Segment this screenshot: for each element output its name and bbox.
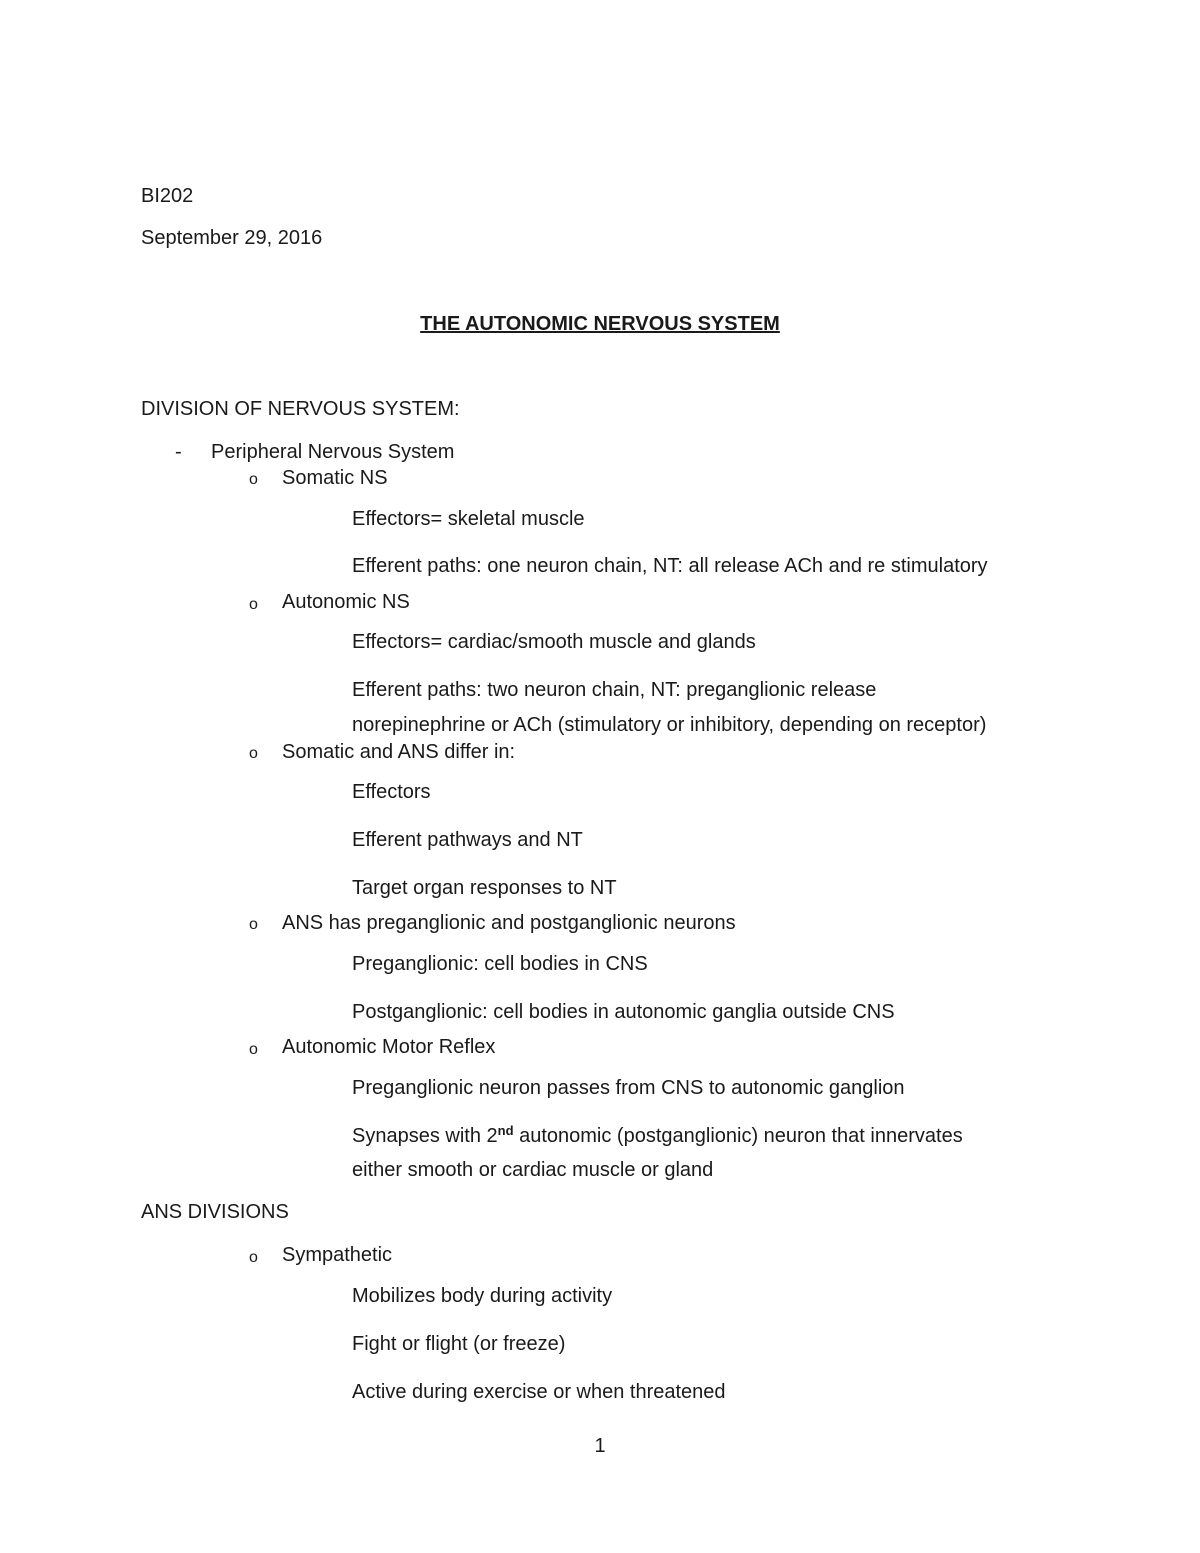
page-number: 1 [594,1435,606,1457]
neurons-pre: Preganglionic: cell bodies in CNS [352,953,648,975]
sympathetic-item: Fight or flight (or freeze) [352,1333,566,1355]
sympathetic-item: Active during exercise or when threatened [352,1381,726,1403]
circle-bullet: o [249,745,258,762]
reflex-line2-start: Synapses with 2 [352,1125,498,1147]
reflex-line3: either smooth or cardiac muscle or gland [352,1159,714,1181]
reflex-line2 [352,1124,963,1148]
reflex-line2-end: autonomic (postganglionic) neuron that innervates [513,1125,963,1147]
section-heading-ans-divisions: ANS DIVISIONS [141,1201,289,1223]
autonomic-paths-line1: Efferent paths: two neuron chain, NT: preganglionic release [352,679,877,701]
somatic-effectors: Effectors= skeletal muscle [352,508,585,530]
superscript-ordinal: nd [497,1123,514,1138]
document-date: September 29, 2016 [141,227,323,249]
differ-item: Target organ responses to NT [352,877,617,899]
reflex-line1: Preganglionic neuron passes from CNS to autonomic ganglion [352,1077,905,1099]
page-title: THE AUTONOMIC NERVOUS SYSTEM [420,313,780,335]
list-item-sympathetic: Sympathetic [282,1244,393,1266]
neurons-post: Postganglionic: cell bodies in autonomic ganglia outside CNS [352,1001,895,1023]
circle-bullet: o [249,1041,258,1058]
section-heading-division: DIVISION OF NERVOUS SYSTEM: [141,398,460,420]
list-item-reflex: Autonomic Motor Reflex [282,1036,496,1058]
circle-bullet: o [249,471,258,488]
course-code: BI202 [141,185,194,207]
list-item-neurons: ANS has preganglionic and postganglionic neurons [282,912,736,934]
dash-bullet: - [175,441,182,463]
circle-bullet: o [249,596,258,613]
somatic-paths: Efferent paths: one neuron chain, NT: all release ACh and re stimulatory [352,555,988,577]
list-item-autonomic: Autonomic NS [282,591,410,613]
list-item-somatic: Somatic NS [282,467,388,489]
differ-item: Effectors [352,781,431,803]
autonomic-effectors: Effectors= cardiac/smooth muscle and glands [352,631,756,653]
list-item-differ: Somatic and ANS differ in: [282,741,516,763]
sympathetic-item: Mobilizes body during activity [352,1285,613,1307]
differ-item: Efferent pathways and NT [352,829,583,851]
list-item-pns: Peripheral Nervous System [211,441,455,463]
circle-bullet: o [249,1249,258,1266]
autonomic-paths-line2: norepinephrine or ACh (stimulatory or inhibitory, depending on receptor) [352,714,987,736]
circle-bullet: o [249,916,258,933]
